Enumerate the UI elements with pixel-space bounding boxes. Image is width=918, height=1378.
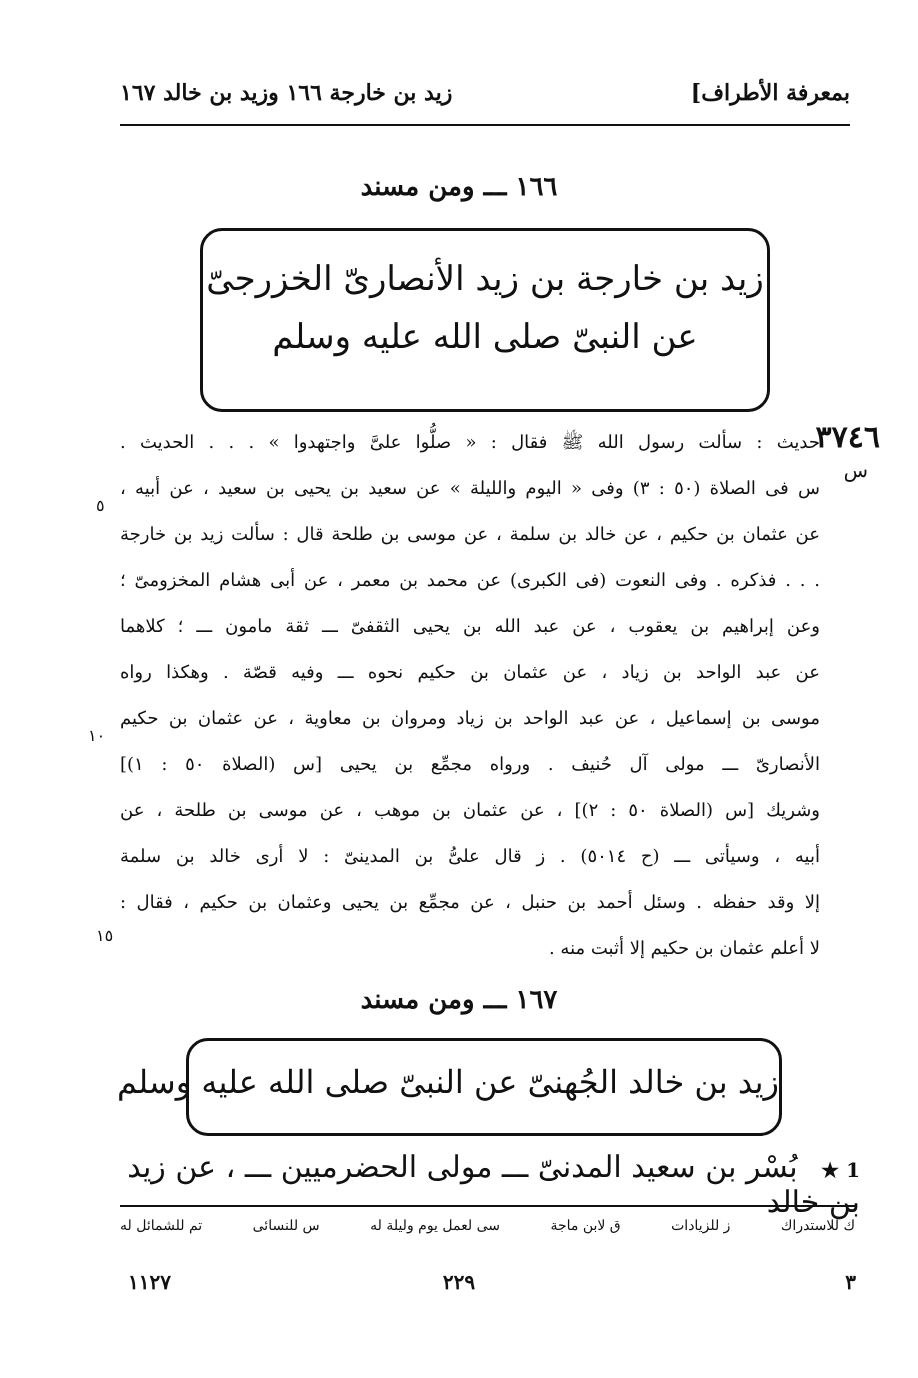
serial-page-number: ١١٢٧ [128,1270,171,1294]
text-line: عن عبد الواحد بن زياد ، عن عثمان بن حكيم نحوه ـــ وفيه قصّة . وهكذا رواه [120,662,820,683]
footnote-item: ك للاستدراك [780,1218,855,1234]
line-number-15: ١٥ [96,926,114,945]
footnote-item: تم للشمائل له [120,1218,203,1234]
sub-entry [100,1150,860,1220]
narrator-box [117,1038,782,1136]
header-book-title: بمعرفة الأطراف] [690,80,850,106]
text-line: عن عثمان بن حكيم ، عن خالد بن سلمة ، عن موسى بن طلحة قال : سألت زيد بن خارجة [120,524,820,545]
text-line: لا أعلم عثمان بن حكيم إلا أثبت منه . [548,938,820,959]
text-line: موسى بن إسماعيل ، عن عبد الواحد بن زياد ومروان بن معاوية ، عن عثمان بن حكيم [120,708,820,729]
hadith-entry [120,420,880,972]
volume-number: ٣ [845,1270,856,1294]
text-line: حديث : سألت رسول الله ﷺ فقال : « صلُّوا علىَّ واجتهدوا » . . . الحديث . [120,432,820,453]
margin-sigla: س [843,458,868,482]
sub-entry-marker: 1 ★ [821,1158,860,1182]
hadith-text [120,420,820,972]
hadith-number: ٣٧٤٦ [815,420,880,455]
running-header [120,72,850,126]
page-number: ٢٢٩ [442,1270,476,1294]
line-number-10: ١٠ [88,726,106,745]
section-title: ١٦٧ ـــ ومن مسند [360,985,558,1015]
header-section-range: زيد بن خارجة ١٦٦ وزيد بن خالد ١٦٧ [120,80,453,106]
footnote-item: ز للزيادات [671,1218,731,1234]
footnote-item: سى لعمل يوم وليلة له [370,1218,500,1234]
text-line: وشريك [س (الصلاة ٥٠ : ٢)] ، عن عثمان بن موهب ، عن موسى بن طلحة ، عن [120,800,820,821]
text-line: . . . فذكره . وفى النعوت (فى الكبرى) عن محمد بن معمر ، عن أبى هشام المخزومىّ ؛ [120,570,820,591]
text-line: إلا وقد حفظه . وسئل أحمد بن حنبل ، عن مجمِّع بن يحيى وعثمان بن حكيم ، فقال : [120,892,820,913]
text-line: أبيه ، وسيأتى ـــ (ح ٥٠١٤) . ز قال علىُّ بن المدينىّ : لا أرى خالد بن سلمة [120,846,820,867]
footnote-item: س للنسائى [252,1218,320,1234]
line-number-5: ٥ [96,496,105,515]
text-line: الأنصارىّ ـــ مولى آل حُنيف . ورواه مجمِّع بن يحيى [س (الصلاة ٥٠ : ١)] [120,754,820,775]
text-line: وعن إبراهيم بن يعقوب ، عن عبد الله بن يحيى الثقفىّ ـــ ثقة مامون ـــ ؛ كلاهما [120,616,820,637]
sub-entry-text: بُسْر بن سعيد المدنىّ ـــ مولى الحضرميين ـــ ، عن زيد بن خالد [127,1150,860,1220]
footnote-item: ق لابن ماجة [550,1218,621,1234]
narrator-name: زيد بن خارجة بن زيد الأنصارىّ الخزرجىّ [206,259,764,299]
footnote-rule [120,1205,855,1207]
section-title: ١٦٦ ـــ ومن مسند [360,172,558,202]
narrator-name: زيد بن خالد الجُهنىّ عن النبىّ صلى الله عليه وسلم [117,1063,779,1101]
narrator-source: عن النبىّ صلى الله عليه وسلم [272,317,698,357]
text-line: س فى الصلاة (٥٠ : ٣) وفى « اليوم والليلة » عن سعيد بن يحيى بن سعيد ، عن أبيه ، [120,478,820,499]
narrator-box [200,228,770,412]
footnote-legend [120,1218,855,1248]
